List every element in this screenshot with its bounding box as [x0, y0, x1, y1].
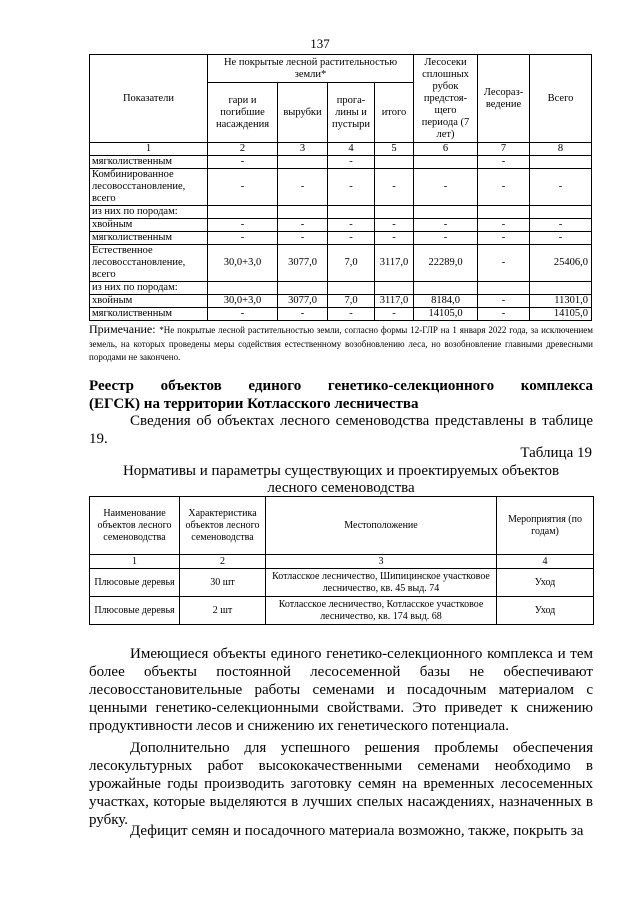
row-label: из них по породам:: [90, 206, 208, 219]
table-cell: 7,0: [328, 245, 375, 282]
table-cell: -: [414, 169, 478, 206]
column-numbers-row: [90, 143, 592, 156]
object-name: Плюсовые деревья: [90, 597, 180, 625]
table-cell: -: [328, 308, 375, 321]
table-cell: 3117,0: [375, 245, 414, 282]
object-name: Плюсовые деревья: [90, 569, 180, 597]
table-cell: -: [208, 156, 278, 169]
table-cell: [278, 282, 328, 295]
column-number: 3: [278, 143, 328, 156]
section-heading: [89, 377, 593, 413]
table-cell: 11301,0: [530, 295, 592, 308]
column-number: 1: [90, 143, 208, 156]
header-clearings: вырубки: [278, 83, 328, 143]
table-cell: [278, 156, 328, 169]
table-cell: -: [478, 156, 530, 169]
table-cell: -: [375, 219, 414, 232]
row-label: мягколиственным: [90, 308, 208, 321]
table-cell: [414, 156, 478, 169]
table-cell: [328, 282, 375, 295]
table-cell: 8184,0: [414, 295, 478, 308]
table-cell: -: [278, 219, 328, 232]
table-cell: -: [328, 232, 375, 245]
body-paragraph-3: [89, 822, 593, 840]
object-characteristic: 2 шт: [180, 597, 266, 625]
heading-line-1: Реестр объектов единого генетико-селекционного комплекса: [89, 378, 593, 394]
table-cell: 22289,0: [414, 245, 478, 282]
column-number: 4: [328, 143, 375, 156]
table-row: [90, 282, 592, 295]
column-number: 6: [414, 143, 478, 156]
column-number: 8: [530, 143, 592, 156]
table-cell: -: [208, 219, 278, 232]
table-cell: -: [375, 232, 414, 245]
table-cell: [375, 206, 414, 219]
table-cell: -: [478, 169, 530, 206]
table-cell: [414, 282, 478, 295]
row-label: мягколиственным: [90, 232, 208, 245]
paragraph-text: Дополнительно для успешного решения проблемы обеспечения лесокультурных работ высококачественными семенами необходимо в урожайные годы производить заготовку семян на временных лесосеменных участках, которые выделяются в лучших спелых насаждениях, назначенных в рубку.: [89, 740, 593, 828]
table-cell: 25406,0: [530, 245, 592, 282]
table-cell: 3117,0: [375, 295, 414, 308]
object-activity: Уход: [497, 597, 594, 625]
table-cell: -: [278, 169, 328, 206]
table-row: [90, 295, 592, 308]
column-number: 3: [266, 555, 497, 569]
table-label: Таблица 19: [520, 445, 592, 461]
table-cell: [530, 156, 592, 169]
table-row: [90, 156, 592, 169]
intro-paragraph-text: Сведения об объектах лесного семеноводства представлены в таблице 19.: [89, 413, 593, 447]
table-cell: -: [208, 169, 278, 206]
header-object-name: Наименование объектов лесного семеноводства: [90, 497, 180, 555]
table-title-line-1: Нормативы и параметры существующих и проектируемых объектов: [122, 463, 560, 479]
table-row: [90, 597, 594, 625]
table-title: [89, 463, 593, 497]
table-cell: -: [414, 232, 478, 245]
object-location: Котласское лесничество, Шипицинское участковое лесничество, кв. 45 выд. 74: [266, 569, 497, 597]
table-cell: [530, 206, 592, 219]
table-cell: [328, 206, 375, 219]
column-number: 4: [497, 555, 594, 569]
table-cell: -: [328, 169, 375, 206]
forest-regeneration-table: [89, 54, 592, 321]
seed-objects-table: [89, 496, 594, 625]
table-cell: -: [414, 219, 478, 232]
table-cell: -: [375, 169, 414, 206]
table-cell: -: [328, 219, 375, 232]
table-cell: -: [278, 308, 328, 321]
table-cell: [478, 282, 530, 295]
table-row: [90, 308, 592, 321]
table-cell: [375, 282, 414, 295]
row-label: мягколиственным: [90, 156, 208, 169]
table-row: [90, 245, 592, 282]
table-row: [90, 206, 592, 219]
row-label: из них по породам:: [90, 282, 208, 295]
table-cell: [414, 206, 478, 219]
table-cell: -: [530, 219, 592, 232]
header-total-sub: итого: [375, 83, 414, 143]
page-number: 137: [310, 36, 330, 51]
table-cell: [375, 156, 414, 169]
table-cell: 14105,0: [414, 308, 478, 321]
header-activities: Мероприятия (по годам): [497, 497, 594, 555]
table-cell: [530, 282, 592, 295]
table-cell: -: [478, 295, 530, 308]
table-cell: 30,0+3,0: [208, 295, 278, 308]
header-not-covered-group: Не покрытые лесной растительностью земли*: [208, 55, 414, 83]
table-cell: [478, 206, 530, 219]
intro-paragraph: [89, 412, 593, 448]
object-characteristic: 30 шт: [180, 569, 266, 597]
header-indicators: Показатели: [90, 55, 208, 143]
column-number: 5: [375, 143, 414, 156]
table-cell: -: [530, 169, 592, 206]
table-cell: -: [375, 308, 414, 321]
table-cell: -: [478, 308, 530, 321]
column-number: 1: [90, 555, 180, 569]
table-row: [90, 219, 592, 232]
table-cell: -: [478, 232, 530, 245]
header-glades: прога-лины и пустыри: [328, 83, 375, 143]
table-title-line-2: лесного семеноводства: [267, 480, 415, 496]
table-cell: [208, 282, 278, 295]
table-row: [90, 232, 592, 245]
column-number: 7: [478, 143, 530, 156]
table-cell: 3077,0: [278, 245, 328, 282]
object-location: Котласское лесничество, Котласское участковое лесничество, кв. 174 выд. 68: [266, 597, 497, 625]
header-characteristic: Характеристика объектов лесного семеноводства: [180, 497, 266, 555]
heading-line-2: (ЕГСК) на территории Котласского лесничества: [89, 396, 419, 412]
table-cell: -: [478, 245, 530, 282]
object-activity: Уход: [497, 569, 594, 597]
column-number: 2: [208, 143, 278, 156]
header-gaps: Лесораз-ведение: [478, 55, 530, 143]
table-cell: -: [530, 232, 592, 245]
body-paragraph-2: [89, 739, 593, 829]
table-cell: [278, 206, 328, 219]
row-label: Естественное лесовосстановление, всего: [90, 245, 208, 282]
header-total: Всего: [530, 55, 592, 143]
table-row: [90, 169, 592, 206]
table-cell: [208, 206, 278, 219]
table-cell: 30,0+3,0: [208, 245, 278, 282]
row-label: хвойным: [90, 219, 208, 232]
table-cell: 14105,0: [530, 308, 592, 321]
row-label: хвойным: [90, 295, 208, 308]
table-cell: -: [328, 156, 375, 169]
table-cell: -: [278, 232, 328, 245]
table-cell: 7,0: [328, 295, 375, 308]
header-cutting-areas: Лесосеки сплошных рубок предстоя-щего периода (7 лет): [414, 55, 478, 143]
paragraph-text: Дефицит семян и посадочного материала возможно, также, покрыть за: [130, 823, 584, 839]
paragraph-text: Имеющиеся объекты единого генетико-селекционного комплекса и тем более объекты постоянной лесосеменной базы не обеспечивают лесовосстановительные работы семенами и посадочным материалом с ценными генетико-селекционными свойствами. Это приведет к снижению продуктивности лесов и снижению их генетического потенциала.: [89, 646, 593, 734]
note-lead: Примечание:: [89, 322, 160, 336]
column-number: 2: [180, 555, 266, 569]
note-text: *Не покрытые лесной растительностью земли, согласно формы 12-ГЛР на 1 января 2022 года, за исключением земель, на которых проведены меры содействия естественному возобновлению леса, но возобновление главными древесными породами не закончено.: [89, 325, 593, 362]
table-row: [90, 569, 594, 597]
row-label: Комбинированное лесовосстановление, всего: [90, 169, 208, 206]
table-cell: 3077,0: [278, 295, 328, 308]
table-cell: -: [478, 219, 530, 232]
table-cell: -: [208, 232, 278, 245]
table-note: [89, 323, 593, 365]
table-cell: -: [208, 308, 278, 321]
body-paragraph-1: [89, 645, 593, 735]
header-burned: гари и погибшие насаждения: [208, 83, 278, 143]
header-location: Местоположение: [266, 497, 497, 555]
